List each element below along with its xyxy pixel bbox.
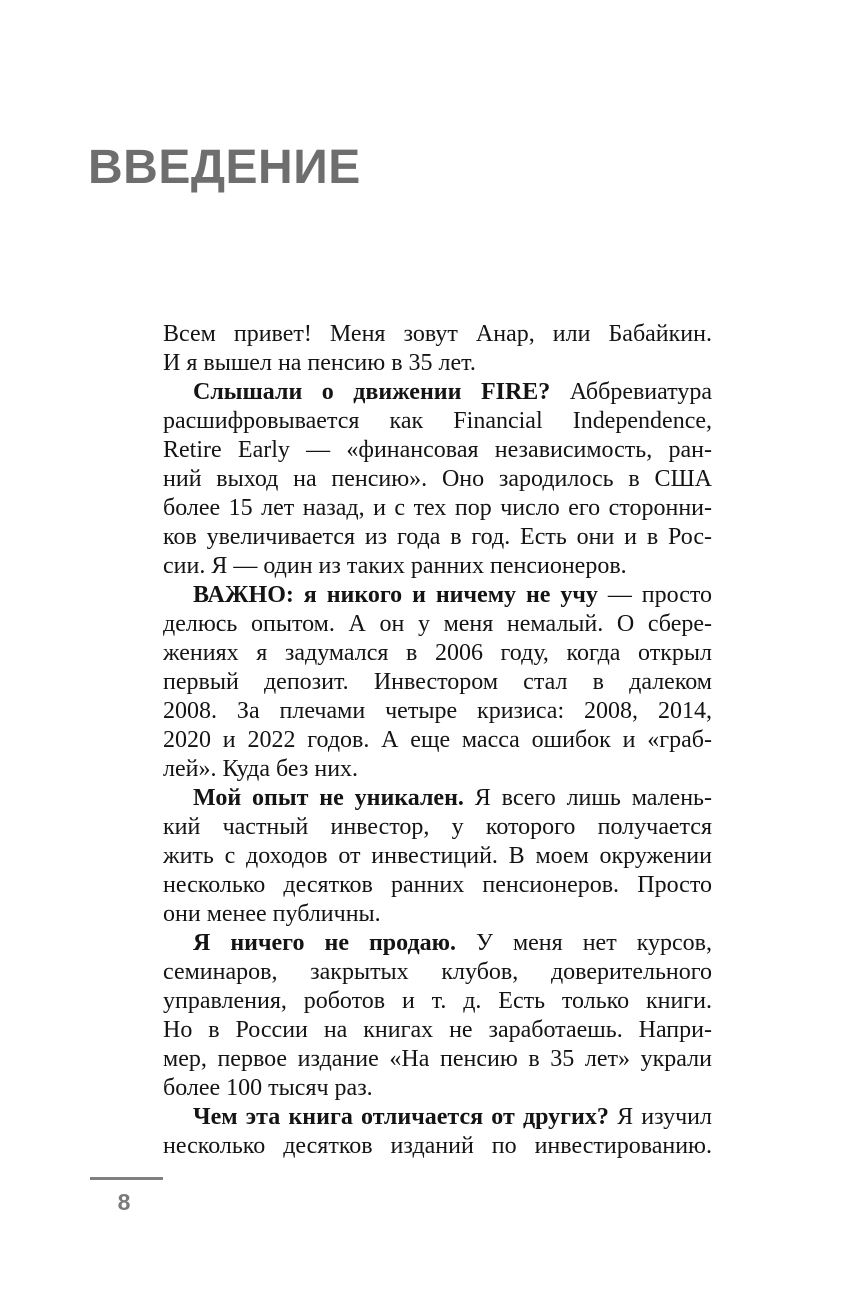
text-line bbox=[163, 900, 712, 929]
text-segment: они менее публичны. bbox=[163, 901, 381, 927]
text-segment: более 15 лет назад, и с тех пор число его сторонни- bbox=[163, 495, 712, 521]
text-line bbox=[163, 320, 712, 349]
text-segment: мер, первое издание «На пенсию в 35 лет» украли bbox=[163, 1046, 712, 1072]
text-line bbox=[163, 871, 712, 900]
bold-text-segment: Чем эта книга отличается от других? bbox=[193, 1104, 609, 1130]
text-segment: ков увеличивается из года в год. Есть они и в Рос- bbox=[163, 524, 712, 550]
bold-text-segment: ВАЖНО: я никого и ничему не учу bbox=[193, 582, 598, 608]
text-segment: кий частный инвестор, у которого получается bbox=[163, 814, 712, 840]
text-segment: — просто bbox=[597, 582, 712, 608]
text-line bbox=[163, 842, 712, 871]
text-line bbox=[163, 1016, 712, 1045]
text-segment: 2008. За плечами четыре кризиса: 2008, 2014, bbox=[163, 698, 712, 724]
text-line bbox=[163, 407, 712, 436]
text-segment: более 100 тысяч раз. bbox=[163, 1075, 373, 1101]
text-segment: Я всего лишь малень- bbox=[463, 785, 712, 811]
text-line bbox=[163, 639, 712, 668]
text-segment: Я изучил bbox=[608, 1104, 712, 1130]
text-line bbox=[163, 552, 712, 581]
text-line bbox=[163, 784, 712, 813]
text-segment: Но в России на книгах не заработаешь. Напри- bbox=[163, 1017, 712, 1043]
text-segment: ний выход на пенсию». Оно зародилось в США bbox=[163, 466, 712, 492]
text-segment: Аббревиатура bbox=[550, 379, 712, 405]
text-line bbox=[163, 697, 712, 726]
text-segment: расшифровывается как Financial Independence, bbox=[163, 408, 712, 434]
text-line bbox=[163, 987, 712, 1016]
text-segment: управления, роботов и т. д. Есть только книги. bbox=[163, 988, 712, 1014]
text-line bbox=[163, 349, 712, 378]
text-line bbox=[163, 523, 712, 552]
text-line bbox=[163, 581, 712, 610]
text-line bbox=[163, 436, 712, 465]
text-segment: Retire Early — «финансовая независимость, ран- bbox=[163, 437, 712, 463]
text-segment: несколько десятков изданий по инвестированию. bbox=[163, 1133, 712, 1159]
text-line bbox=[163, 958, 712, 987]
text-segment: несколько десятков ранних пенсионеров. Просто bbox=[163, 872, 712, 898]
bold-text-segment: Мой опыт не уникален. bbox=[193, 785, 464, 811]
text-segment: делюсь опытом. А он у меня немалый. О сбере- bbox=[163, 611, 712, 637]
text-line bbox=[163, 465, 712, 494]
text-segment: 2020 и 2022 годов. А еще масса ошибок и «граб- bbox=[163, 727, 712, 753]
text-line bbox=[163, 1103, 712, 1132]
text-segment: Всем привет! Меня зовут Анар, или Бабайкин. bbox=[163, 321, 712, 347]
footer-rule bbox=[90, 1177, 163, 1180]
text-line bbox=[163, 1045, 712, 1074]
text-segment: сии. Я — один из таких ранних пенсионеров. bbox=[163, 553, 627, 579]
text-segment: семинаров, закрытых клубов, доверительного bbox=[163, 959, 712, 985]
text-line bbox=[163, 494, 712, 523]
text-line bbox=[163, 726, 712, 755]
bold-text-segment: Я ничего не продаю. bbox=[193, 930, 456, 956]
text-segment: И я вышел на пенсию в 35 лет. bbox=[163, 350, 476, 376]
text-line bbox=[163, 1132, 712, 1161]
text-segment: лей». Куда без них. bbox=[163, 756, 359, 782]
text-segment: первый депозит. Инвестором стал в далеком bbox=[163, 669, 712, 695]
text-line bbox=[163, 668, 712, 697]
text-line bbox=[163, 755, 712, 784]
bold-text-segment: Слышали о движении FIRE? bbox=[193, 379, 551, 405]
text-segment: У меня нет курсов, bbox=[455, 930, 712, 956]
text-line bbox=[163, 378, 712, 407]
text-segment: жить с доходов от инвестиций. В моем окружении bbox=[163, 843, 712, 869]
text-line bbox=[163, 813, 712, 842]
text-line bbox=[163, 610, 712, 639]
chapter-title: ВВЕДЕНИЕ bbox=[88, 141, 361, 194]
page-number: 8 bbox=[117, 1189, 131, 1215]
body-text bbox=[163, 320, 712, 1161]
text-segment: жениях я задумался в 2006 году, когда открыл bbox=[163, 640, 712, 666]
text-line bbox=[163, 1074, 712, 1103]
text-line bbox=[163, 929, 712, 958]
